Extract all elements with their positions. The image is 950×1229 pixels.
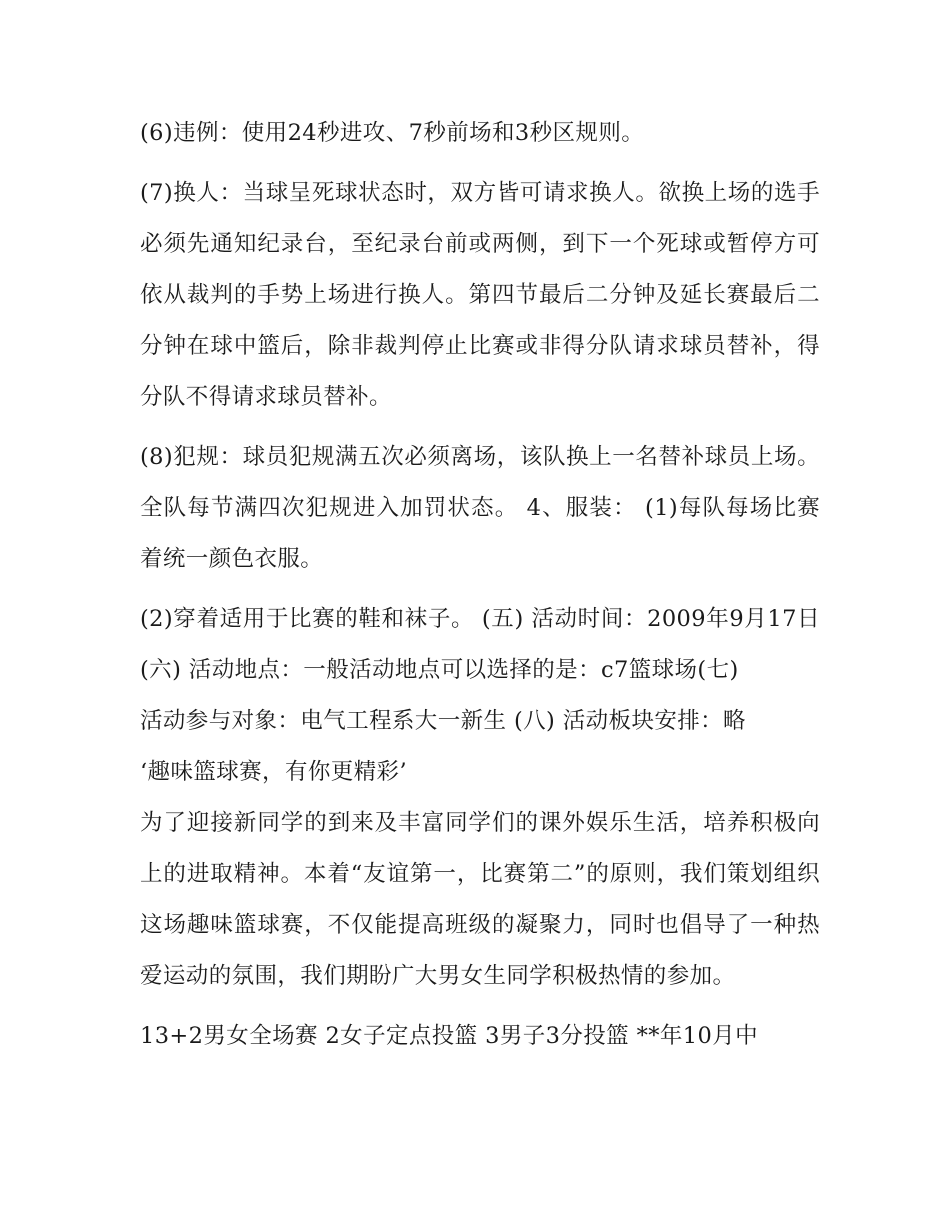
paragraph-purpose: 为了迎接新同学的到来及丰富同学们的课外娱乐生活，培养积极向上的进取精神。本着“友谊第一，比赛第二”的原则，我们策划组织这场趣味篮球赛，不仅能提高班级的凝聚力，同时也倡导了一种热爱运动的氛围，我们期盼广大男女生同学积极热情的参加。 bbox=[140, 810, 820, 989]
paragraph-shoes-time-place: (2)穿着适用于比赛的鞋和袜子。 (五) 活动时间：2009年9月17日 (六) 活动地点：一般活动地点可以选择的是：c7篮球场(七) bbox=[140, 606, 820, 683]
paragraph-violations: (6)违例：使用24秒进攻、7秒前场和3秒区规则。 bbox=[140, 120, 645, 146]
paragraph-fouls-uniform: (8)犯规：球员犯规满五次必须离场，该队换上一名替补球员上场。全队每节满四次犯规进入加罚状态。 4、服装： (1)每队每场比赛着统一颜色衣服。 bbox=[140, 444, 820, 572]
paragraph-events: 13+2男女全场赛 2女子定点投篮 3男子3分投篮 **年10月中 bbox=[140, 1023, 759, 1049]
document-page bbox=[140, 108, 820, 1071]
paragraph-substitution: (7)换人：当球呈死球状态时，双方皆可请求换人。欲换上场的选手必须先通知纪录台，至纪录台前或两侧，到下一个死球或暂停方可依从裁判的手势上场进行换人。第四节最后二分钟及延长赛最后二分钟在球中篮后，除非裁判停止比赛或非得分队请求球员替补，得分队不得请求球员替补。 bbox=[140, 180, 820, 410]
paragraph-slogan: ‘趣味篮球赛，有你更精彩’ bbox=[140, 759, 408, 785]
paragraph-participants: 活动参与对象：电气工程系大一新生 (八) 活动板块安排：略 bbox=[140, 708, 746, 734]
